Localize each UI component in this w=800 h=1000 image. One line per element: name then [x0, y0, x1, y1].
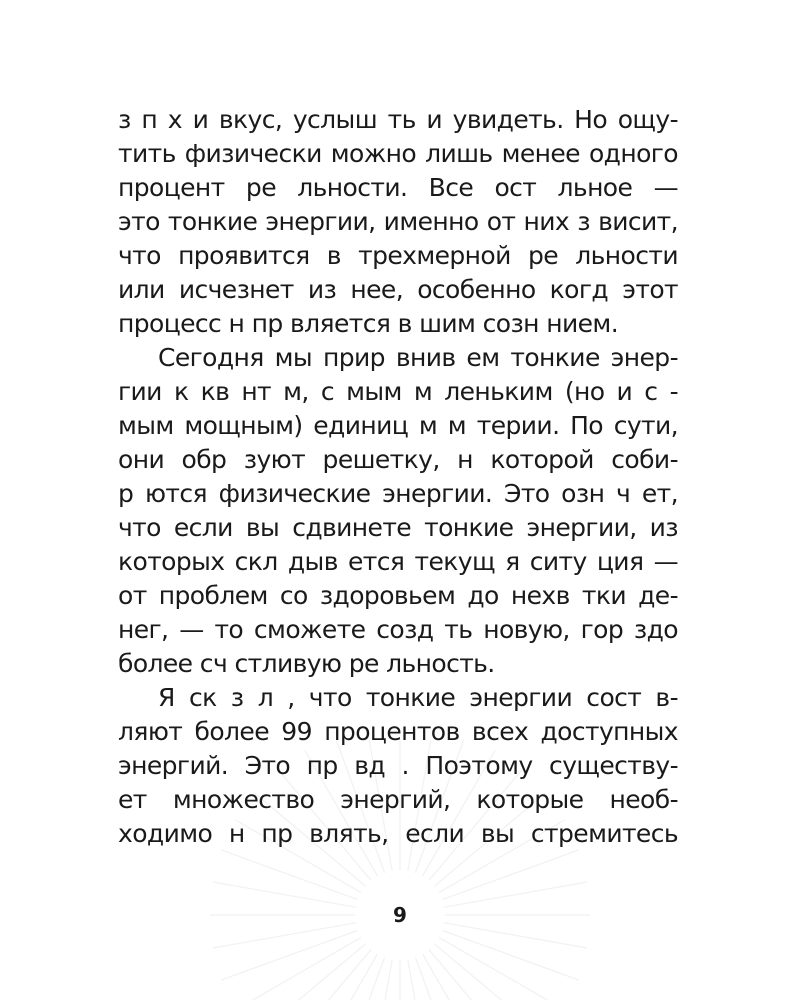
sunburst-ray: [213, 882, 356, 907]
text-line: более сч стливую ре льность.: [118, 649, 495, 678]
sunburst-ray: [434, 944, 545, 1000]
sunburst-ray: [221, 850, 357, 900]
sunburst-ray: [439, 938, 565, 1000]
sunburst-ray: [254, 944, 365, 1000]
text-line: что если вы сдвинете тонкие энергии, из: [118, 513, 678, 542]
text-line: это тонкие энергии, именно от них з висит,: [118, 207, 678, 236]
text-line: мым мощным) единиц м м терии. По сути,: [118, 411, 678, 440]
sunburst-ray: [423, 954, 496, 1000]
text-line: энергий. Это пр вд . Поэтому существу-: [118, 751, 678, 780]
text-line: гии к кв нт м, с мым м леньким (но и с -: [118, 377, 678, 406]
text-line: или исчезнет из нее, особенно когд этот: [118, 275, 678, 304]
text-line: з п х и вкус, услыш ть и увидеть. Но ощу-: [118, 105, 678, 134]
sunburst-ray: [235, 938, 361, 1000]
text-line: тить физически можно лишь менее одного: [118, 139, 678, 168]
sunburst-ray: [444, 923, 587, 948]
sunburst-ray: [278, 949, 371, 1000]
text-line: ляют более 99 процентов всех доступных: [118, 717, 678, 746]
text-line: Сегодня мы прир внив ем тонкие энер-: [158, 343, 678, 372]
sunburst-ray: [221, 930, 357, 980]
text-line: процесс н пр вляется в шим созн нием.: [118, 309, 619, 338]
text-line: Я ск з л , что тонкие энергии сост в-: [158, 683, 678, 712]
text-line: процент ре льности. Все ост льное —: [118, 173, 678, 202]
text-line: от проблем со здоровьем до нехв тки де-: [118, 581, 678, 610]
text-line: нег, — то сможете созд ть новую, гор здо: [118, 615, 678, 644]
text-line: ходимо н пр влять, если вы стремитесь: [118, 819, 678, 848]
sunburst-ray: [444, 882, 587, 907]
text-line: что проявится в трехмерной ре льности: [118, 241, 678, 270]
sunburst-ray: [442, 930, 578, 980]
text-line: которых скл дыв ется текущ я ситу ция —: [118, 547, 678, 576]
text-line: р ются физические энергии. Это озн ч ет,: [118, 479, 678, 508]
text-line: ет множество энергий, которые необ-: [118, 785, 678, 814]
sunburst-ray: [442, 850, 578, 900]
sunburst-ray: [429, 949, 522, 1000]
page-number: 9: [393, 903, 407, 927]
text-line: они обр зуют решетку, н которой соби-: [118, 445, 678, 474]
sunburst-ray: [213, 923, 356, 948]
sunburst-ray: [305, 954, 378, 1000]
